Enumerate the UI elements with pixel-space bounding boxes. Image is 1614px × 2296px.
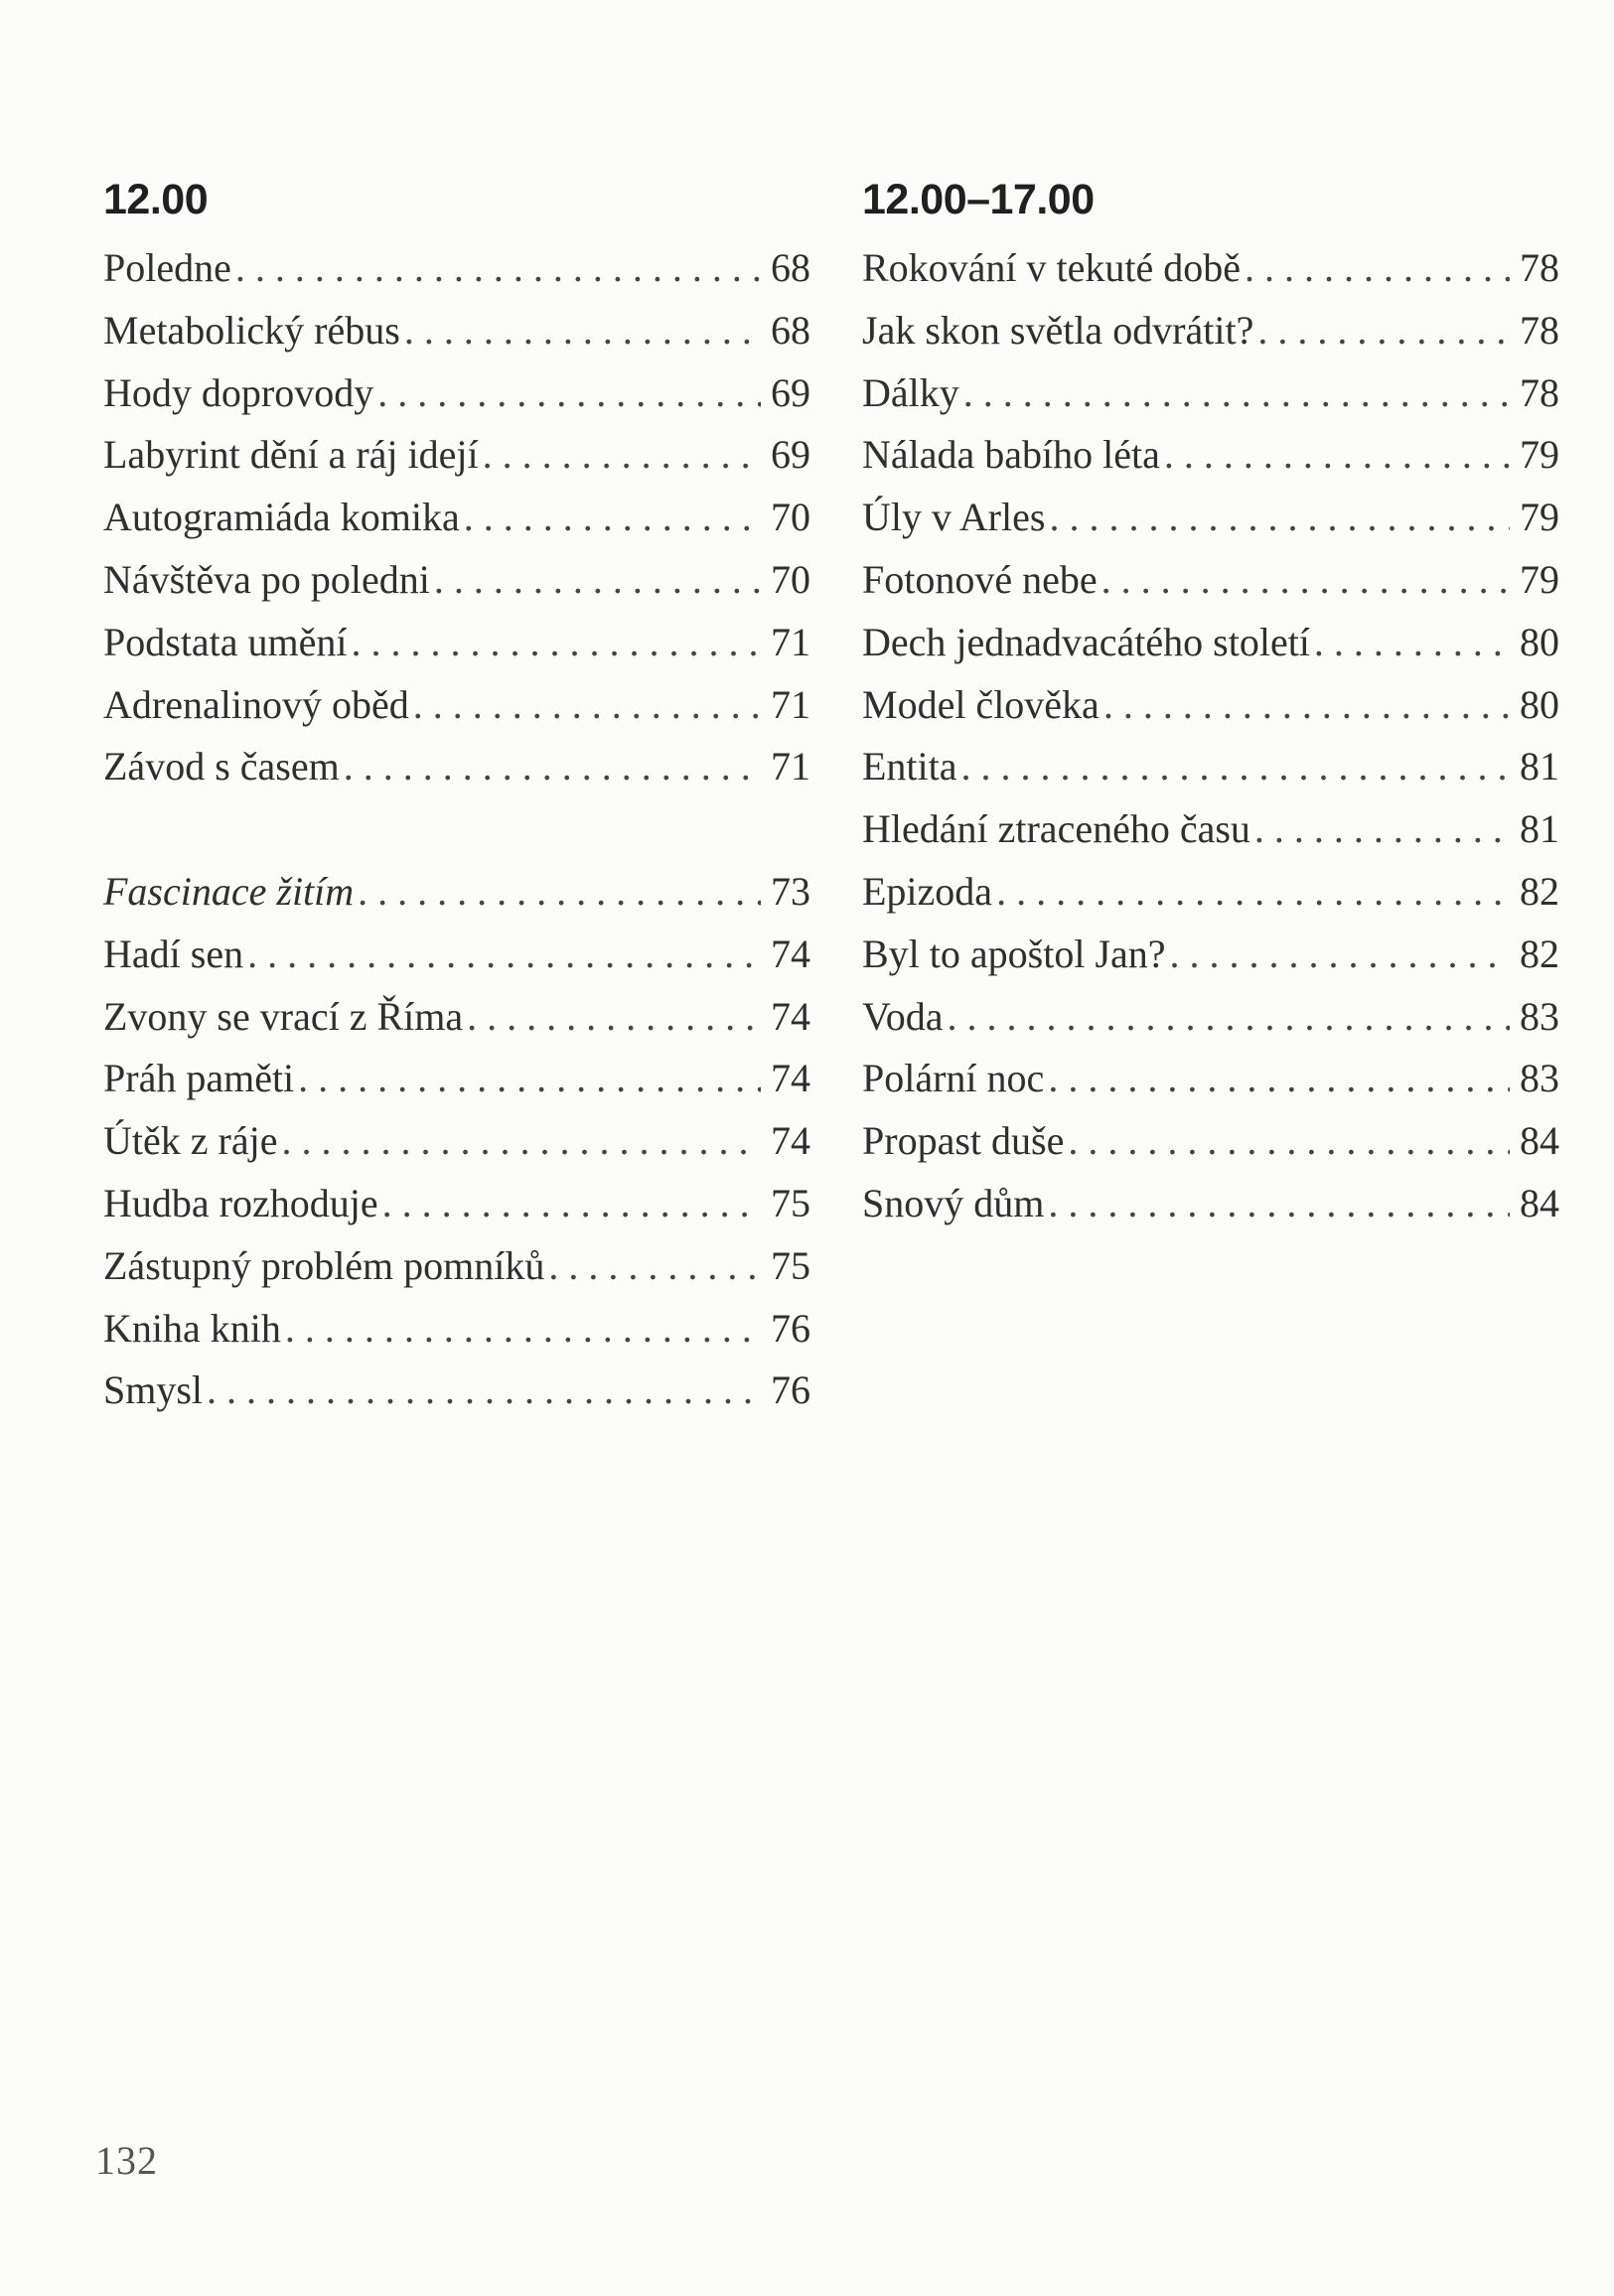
leader-dots: [1170, 924, 1510, 986]
toc-entry: [103, 736, 810, 798]
toc-entry-title: Závod s časem: [103, 744, 340, 789]
leader-dots: [434, 549, 761, 612]
toc-entry-page: 80: [1520, 619, 1559, 664]
toc-entry-title: Entita: [862, 744, 957, 789]
toc-entry-title: Hudba rozhoduje: [103, 1180, 378, 1225]
toc-entry-title: Smysl: [103, 1367, 204, 1413]
toc-entry-page: 68: [771, 307, 810, 353]
toc-entry-page: 70: [771, 495, 810, 540]
toc-entry: [103, 924, 810, 986]
toc-entry-title: Kniha knih: [103, 1305, 281, 1351]
toc-entry-title: Rokování v tekuté době: [862, 245, 1242, 290]
leader-dots: [344, 736, 761, 798]
toc-entry: [103, 424, 810, 487]
toc-entry: [862, 1048, 1559, 1110]
toc-section-entry: [103, 861, 810, 924]
leader-dots: [1049, 487, 1510, 549]
toc-entry-title: Metabolický rébus: [103, 307, 400, 353]
toc-entry: [862, 300, 1559, 362]
toc-entry-page: 82: [1520, 868, 1559, 914]
leader-dots: [1101, 549, 1510, 612]
toc-entry-title: Snový dům: [862, 1180, 1045, 1225]
toc-entry: [862, 1110, 1559, 1173]
toc-entry-page: 70: [771, 556, 810, 602]
toc-entry: [103, 487, 810, 549]
toc-entry-title: Hody doprovody: [103, 369, 374, 415]
toc-entry-title: Podstata umění: [103, 619, 348, 664]
toc-entry: [862, 237, 1559, 300]
toc-entry-page: 74: [771, 931, 810, 976]
toc-entry-title: Dálky: [862, 369, 959, 415]
leader-dots: [1068, 1110, 1510, 1173]
leader-dots: [247, 924, 761, 986]
toc-entry-page: 75: [771, 1180, 810, 1225]
toc-entry: [103, 237, 810, 300]
leader-dots: [358, 861, 761, 924]
section-spacer: [103, 798, 810, 861]
leader-dots: [947, 986, 1510, 1049]
toc-entry-title: Útěk z ráje: [103, 1118, 278, 1164]
toc-entry-title: Autogramiáda komika: [103, 495, 460, 540]
toc-list-fascinace: [103, 924, 810, 1422]
toc-entry-title: Propast duše: [862, 1118, 1065, 1164]
toc-entry-title: Hledání ztraceného času: [862, 806, 1250, 852]
toc-entry-page: 79: [1520, 432, 1559, 478]
toc-entry: [103, 1173, 810, 1235]
toc-entry-page: 71: [771, 744, 810, 789]
toc-entry: [103, 1048, 810, 1110]
toc-entry: [862, 612, 1559, 674]
leader-dots: [404, 300, 761, 362]
leader-dots: [352, 612, 761, 674]
leader-dots: [464, 487, 761, 549]
leader-dots: [1245, 237, 1510, 300]
leader-dots: [281, 1110, 761, 1173]
leader-dots: [483, 424, 761, 487]
leader-dots: [235, 237, 761, 300]
toc-entry-title: Hadí sen: [103, 931, 244, 976]
toc-entry: [103, 1360, 810, 1422]
section-heading-afternoon: 12.00–17.00: [862, 176, 1095, 223]
toc-entry: [862, 487, 1559, 549]
toc-entry-page: 74: [771, 1056, 810, 1101]
toc-entry-title: Fotonové nebe: [862, 556, 1098, 602]
toc-entry: [103, 1235, 810, 1298]
toc-entry-page: 78: [1520, 307, 1559, 353]
leader-dots: [285, 1298, 761, 1361]
toc-entry-page: 69: [771, 432, 810, 478]
leader-dots: [1048, 1048, 1510, 1110]
toc-entry-title: Zvony se vrací z Říma: [103, 993, 464, 1039]
toc-entry: [103, 362, 810, 425]
toc-section-page: 73: [771, 868, 810, 914]
toc-entry-title: Polární noc: [862, 1056, 1045, 1101]
toc-entry: [103, 549, 810, 612]
toc-entry: [862, 362, 1559, 425]
leader-dots: [1257, 300, 1510, 362]
toc-entry-title: Poledne: [103, 245, 231, 290]
leader-dots: [1314, 612, 1510, 674]
toc-entry-page: 80: [1520, 681, 1559, 727]
toc-entry-page: 78: [1520, 245, 1559, 290]
toc-entry-title: Úly v Arles: [862, 495, 1046, 540]
leader-dots: [1164, 424, 1510, 487]
toc-entry-page: 83: [1520, 993, 1559, 1039]
leader-dots: [1103, 674, 1510, 737]
toc-entry: [862, 736, 1559, 798]
toc-entry-page: 69: [771, 369, 810, 415]
section-heading-noon: 12.00: [103, 176, 209, 223]
leader-dots: [413, 674, 761, 737]
toc-entry-title: Model člověka: [862, 681, 1100, 727]
toc-entry-title: Epizoda: [862, 868, 993, 914]
toc-entry-page: 68: [771, 245, 810, 290]
toc-list-noon: [103, 237, 810, 798]
page-number: 132: [95, 2138, 158, 2183]
toc-entry-title: Labyrint dění a ráj idejí: [103, 432, 479, 478]
toc-entry: [103, 300, 810, 362]
toc-entry: [862, 798, 1559, 861]
leader-dots: [467, 986, 761, 1049]
toc-entry: [862, 549, 1559, 612]
toc-entry: [862, 924, 1559, 986]
toc-entry: [862, 674, 1559, 737]
toc-entry-page: 71: [771, 681, 810, 727]
toc-entry-page: 79: [1520, 556, 1559, 602]
toc-entry-page: 84: [1520, 1180, 1559, 1225]
toc-entry-title: Voda: [862, 993, 944, 1039]
leader-dots: [1048, 1173, 1510, 1235]
toc-entry-title: Jak skon světla odvrátit?: [862, 307, 1254, 353]
toc-entry-title: Adrenalinový oběd: [103, 681, 409, 727]
toc-column-right: [862, 174, 1559, 1235]
toc-entry: [862, 1173, 1559, 1235]
toc-entry: [103, 612, 810, 674]
leader-dots: [377, 362, 761, 425]
toc-entry-page: 84: [1520, 1118, 1559, 1164]
toc-entry-page: 74: [771, 993, 810, 1039]
leader-dots: [207, 1360, 761, 1422]
toc-entry-page: 75: [771, 1242, 810, 1288]
toc-entry: [103, 1298, 810, 1361]
leader-dots: [1254, 798, 1510, 861]
toc-entry-page: 83: [1520, 1056, 1559, 1101]
toc-entry-title: Byl to apoštol Jan?: [862, 931, 1166, 976]
toc-entry-page: 76: [771, 1367, 810, 1413]
toc-entry-page: 81: [1520, 806, 1559, 852]
toc-entry-title: Dech jednadvacátého století: [862, 619, 1310, 664]
toc-entry-title: Návštěva po poledni: [103, 556, 430, 602]
toc-entry-page: 79: [1520, 495, 1559, 540]
toc-entry-page: 78: [1520, 369, 1559, 415]
toc-entry-title: Práh paměti: [103, 1056, 295, 1101]
toc-section-title: Fascinace žitím: [103, 868, 355, 914]
toc-entry: [862, 986, 1559, 1049]
toc-entry-page: 81: [1520, 744, 1559, 789]
toc-entry: [862, 861, 1559, 924]
toc-entry: [103, 1110, 810, 1173]
leader-dots: [961, 736, 1510, 798]
leader-dots: [548, 1235, 761, 1298]
leader-dots: [963, 362, 1510, 425]
leader-dots: [382, 1173, 761, 1235]
toc-entry: [103, 986, 810, 1049]
toc-entry-page: 71: [771, 619, 810, 664]
toc-entry: [103, 674, 810, 737]
leader-dots: [996, 861, 1510, 924]
toc-entry-page: 76: [771, 1305, 810, 1351]
toc-entry-title: Nálada babího léta: [862, 432, 1160, 478]
toc-entry: [862, 424, 1559, 487]
toc-entry-title: Zástupný problém pomníků: [103, 1242, 545, 1288]
toc-list-afternoon: [862, 237, 1559, 1235]
toc-entry-page: 82: [1520, 931, 1559, 976]
toc-entry-page: 74: [771, 1118, 810, 1164]
leader-dots: [298, 1048, 761, 1110]
toc-column-left: [103, 174, 810, 1422]
